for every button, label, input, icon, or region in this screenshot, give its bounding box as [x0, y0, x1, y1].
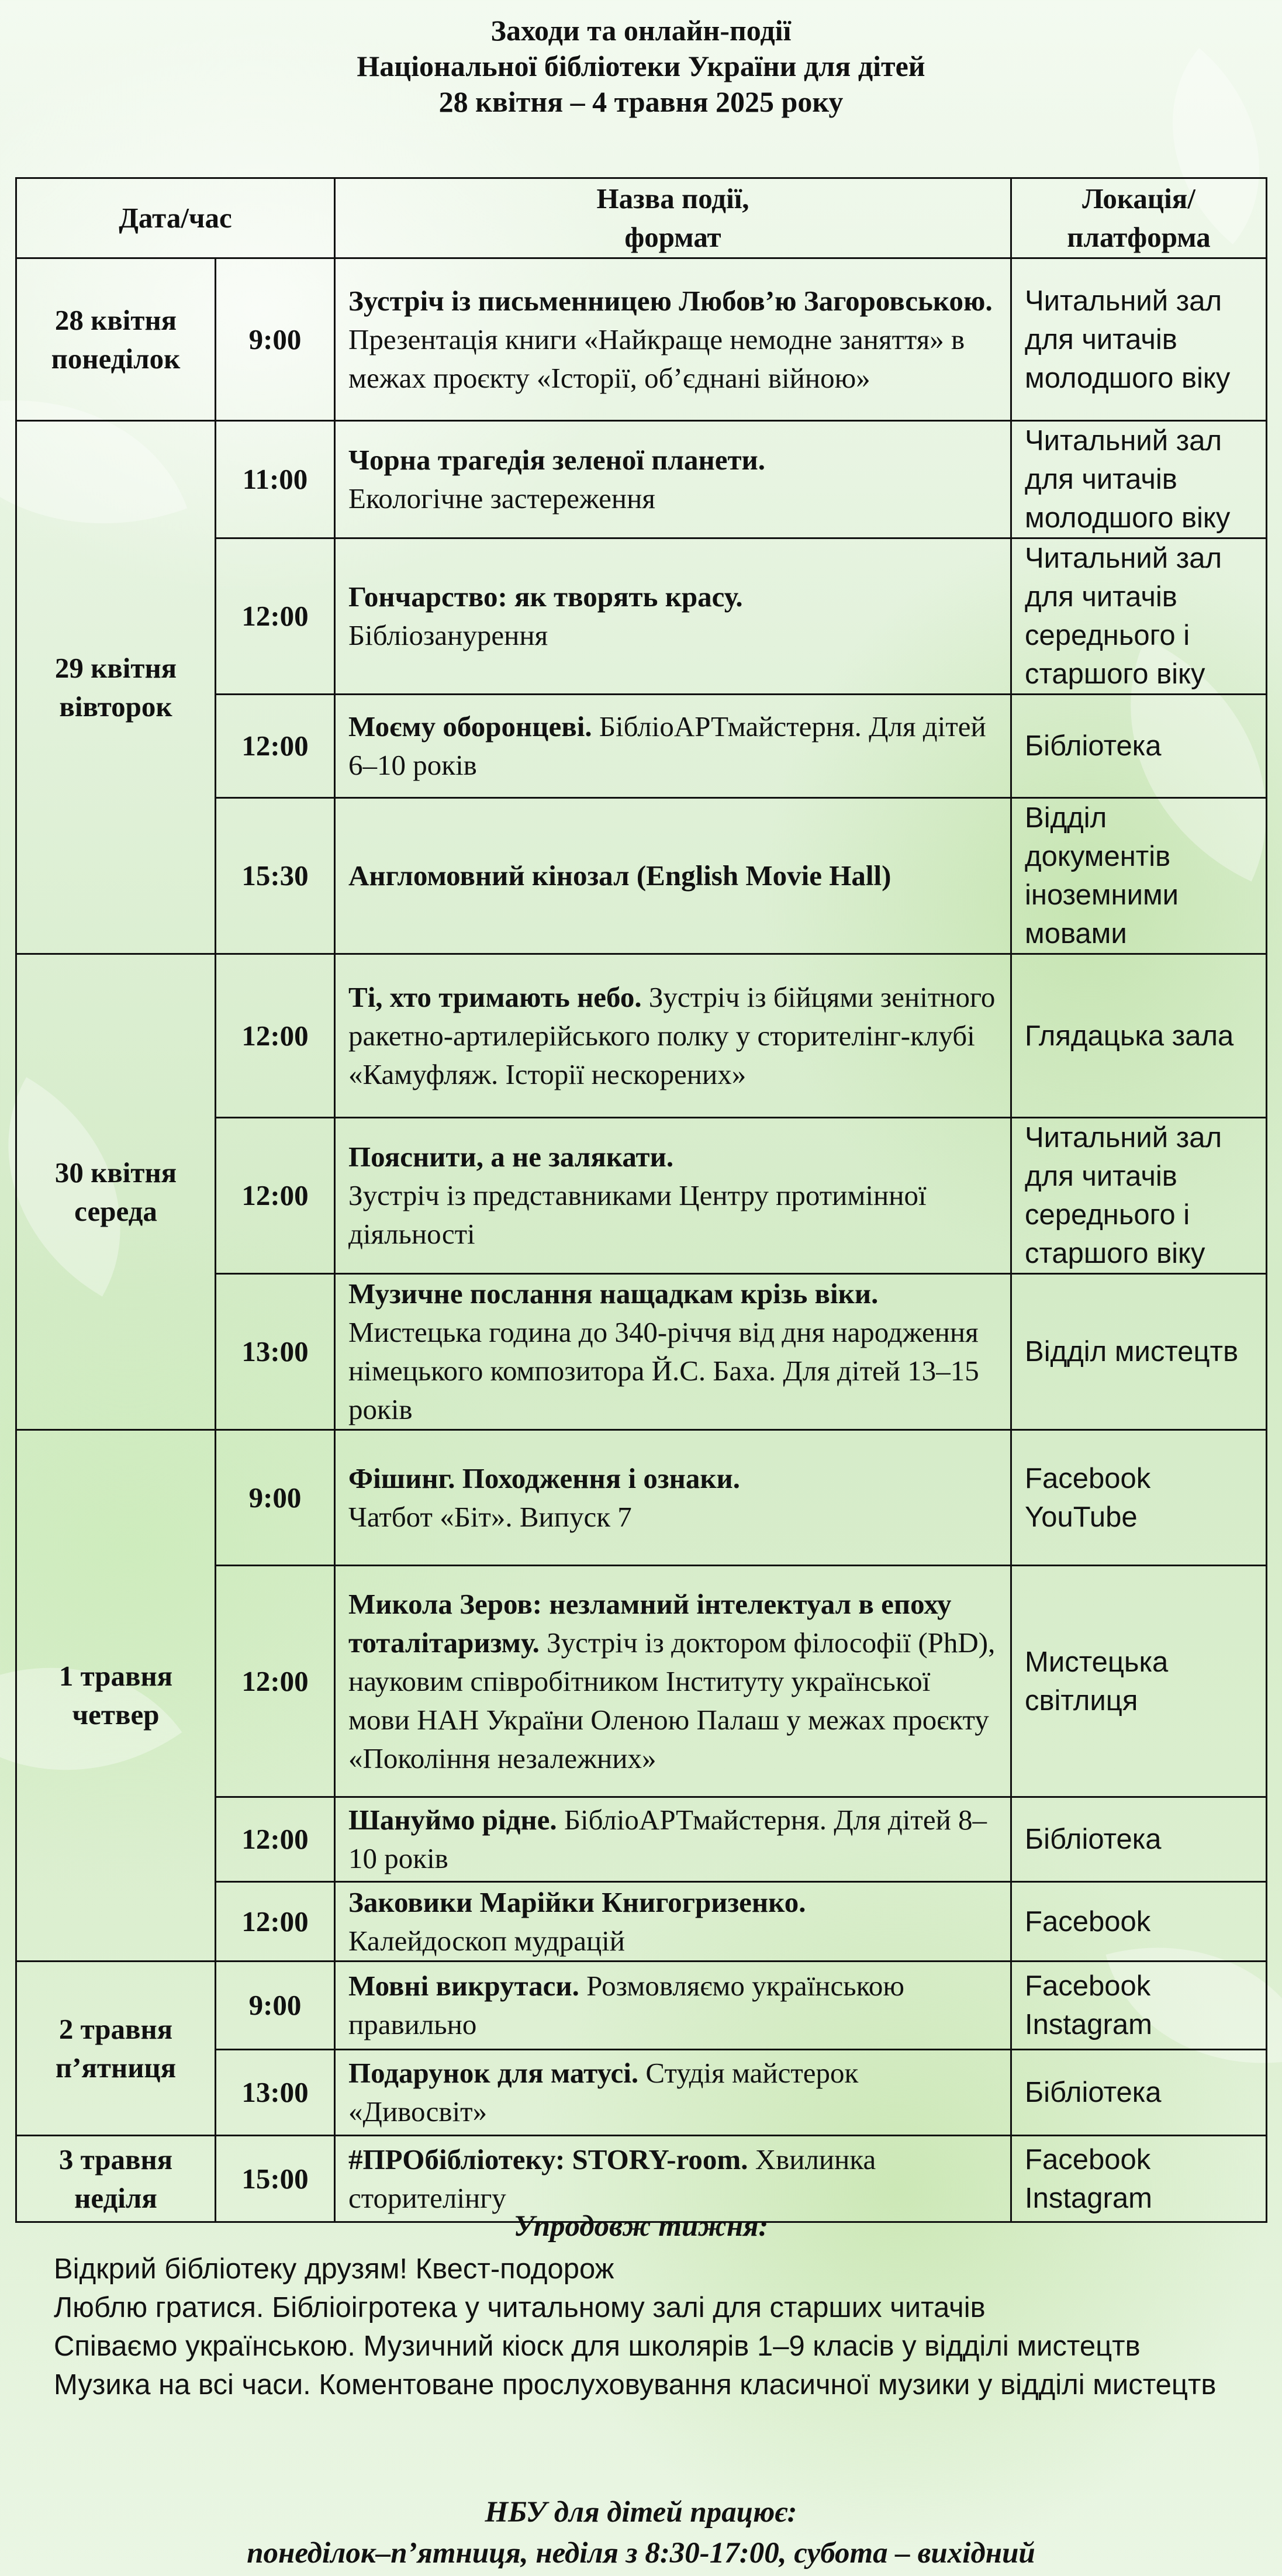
event-time: 12:00 — [216, 1118, 335, 1274]
event-desc: Зустріч із доктором філософії (PhD), науковим співробітником Інституту української мови НАН України Оленою Палаш у межах проєкту «Покоління незалежних» — [348, 1626, 996, 1774]
day-cell: 29 квітня вівторок — [16, 421, 216, 954]
event-title: Зустріч із письменницею Любов’ю Загоровською. — [348, 284, 993, 317]
event-time: 12:00 — [216, 695, 335, 798]
day-cell: 1 травня четвер — [16, 1430, 216, 1962]
day-cell: 28 квітня понеділок — [16, 258, 216, 421]
table-row — [16, 1962, 1267, 2050]
event-time: 9:00 — [216, 1962, 335, 2050]
event-desc: Екологічне застереження — [348, 482, 655, 514]
event-title: Чорна трагедія зеленої планети. — [348, 444, 766, 476]
event-location: Мистецька світлиця — [1011, 1566, 1267, 1797]
event-title: Шануймо рідне. — [348, 1804, 557, 1836]
event-cell — [335, 421, 1011, 538]
title-line-2: Національної бібліотеки України для дітей — [357, 50, 925, 82]
event-location: Читальний зал для читачів молодшого віку — [1011, 258, 1267, 421]
event-time: 11:00 — [216, 421, 335, 538]
event-cell — [335, 1118, 1011, 1274]
event-title: Моєму оборонцеві. — [348, 710, 592, 743]
event-title: Ті, хто тримають небо. — [348, 980, 642, 1013]
table-row — [16, 1430, 1267, 1566]
event-title: Фішинг. Походження і ознаки. — [348, 1462, 741, 1494]
event-title: Музичне послання нащадкам крізь віки. — [348, 1277, 879, 1310]
schedule-table — [15, 177, 1267, 2223]
event-desc: Хвилинка сторителінгу — [348, 2143, 876, 2214]
event-location: Відділ документів іноземними мовами — [1011, 798, 1267, 954]
event-cell — [335, 258, 1011, 421]
event-location: Facebook Instagram — [1011, 2136, 1267, 2222]
event-cell — [335, 1566, 1011, 1797]
day-cell: 2 травня п’ятниця — [16, 1962, 216, 2136]
event-time: 12:00 — [216, 1797, 335, 1882]
day-cell: 30 квітня середа — [16, 954, 216, 1430]
event-title: Пояснити, а не залякати. — [348, 1141, 674, 1173]
header-location: Локація/ платформа — [1011, 178, 1267, 258]
event-location: Відділ мистецтв — [1011, 1274, 1267, 1430]
week-title: Упродовж тижня: — [513, 2210, 769, 2243]
event-cell — [335, 1274, 1011, 1430]
event-desc: Мистецька година до 340-річчя від дня народження німецького композитора Й.С. Баха. Для дітей 13–15 років — [348, 1316, 979, 1425]
event-time: 13:00 — [216, 1274, 335, 1430]
event-time: 12:00 — [216, 538, 335, 695]
event-location: Бібліотека — [1011, 695, 1267, 798]
event-location: Читальний зал для читачів молодшого віку — [1011, 421, 1267, 538]
working-hours — [0, 2492, 1282, 2574]
event-cell — [335, 538, 1011, 695]
event-desc: БібліоАРТмайстерня. Для дітей 6–10 років — [348, 710, 986, 781]
event-location: Бібліотека — [1011, 2050, 1267, 2136]
table-row — [16, 421, 1267, 538]
event-location: Facebook YouTube — [1011, 1430, 1267, 1566]
title-line-3: 28 квітня – 4 травня 2025 року — [438, 85, 844, 118]
event-cell — [335, 1882, 1011, 1962]
event-desc: Зустріч із представниками Центру протимінної діяльності — [348, 1179, 927, 1250]
header-date-time: Дата/час — [16, 178, 335, 258]
title-line-1: Заходи та онлайн-події — [490, 14, 792, 47]
event-time: 9:00 — [216, 258, 335, 421]
event-time: 15:00 — [216, 2136, 335, 2222]
event-location: Читальний зал для читачів середнього і старшого віку — [1011, 1118, 1267, 1274]
event-desc: Калейдоскоп мудрацій — [348, 1924, 626, 1957]
table-header-row — [16, 178, 1267, 258]
event-time: 15:30 — [216, 798, 335, 954]
day-cell: 3 травня неділя — [16, 2136, 216, 2222]
event-desc: Презентація книги «Найкраще немодне заняття» в межах проєкту «Історії, об’єднані війною» — [348, 323, 965, 394]
event-title: Заковики Марійки Книгогризенко. — [348, 1886, 806, 1918]
event-desc: Розмовляємо українською правильно — [348, 1970, 905, 2040]
hours-text: понеділок–п’ятниця, неділя з 8:30-17:00, субота – вихідний — [247, 2537, 1035, 2570]
event-title: Англомовний кінозал (English Movie Hall) — [348, 859, 891, 892]
list-item: Відкрий бібліотеку друзям! Квест-подорож — [54, 2253, 614, 2285]
list-item: Музика на всі часи. Коментоване прослуховування класичної музики у відділі мистецтв — [54, 2369, 1217, 2401]
event-title: Гончарство: як творять красу. — [348, 581, 743, 613]
table-row — [16, 954, 1267, 1118]
event-time: 9:00 — [216, 1430, 335, 1566]
event-title: #ПРОбібліотеку: STORY-room. — [348, 2143, 748, 2176]
hours-title: НБУ для дітей працює: — [485, 2496, 797, 2529]
event-desc: Студія майстерок «Дивосвіт» — [348, 2057, 859, 2128]
event-location: Глядацька зала — [1011, 954, 1267, 1118]
event-cell — [335, 2050, 1011, 2136]
event-time: 12:00 — [216, 1882, 335, 1962]
event-title: Подарунок для матусі. — [348, 2057, 639, 2089]
list-item: Співаємо українською. Музичний кіоск для школярів 1–9 класів у відділі мистецтв — [54, 2330, 1141, 2362]
header-event: Назва події, формат — [335, 178, 1011, 258]
event-cell — [335, 798, 1011, 954]
table-row — [16, 258, 1267, 421]
event-desc: Чатбот «Біт». Випуск 7 — [348, 1500, 632, 1533]
event-title: Микола Зеров: незламний інтелектуал в епоху тоталітаризму. — [348, 1587, 952, 1659]
page-title — [0, 13, 1282, 120]
event-cell — [335, 1962, 1011, 2050]
event-desc: Бібліозанурення — [348, 619, 548, 651]
event-cell — [335, 695, 1011, 798]
week-list — [54, 2250, 1229, 2404]
list-item: Люблю гратися. Бібліоігротека у читальному залі для старших читачів — [54, 2292, 986, 2323]
event-desc: Зустріч із бійцями зенітного ракетно-артилерійського полку у сторителінг-клубі «Камуфляж. Історії нескорених» — [348, 980, 996, 1090]
event-location: Facebook Instagram — [1011, 1962, 1267, 2050]
event-cell — [335, 1797, 1011, 1882]
event-cell — [335, 1430, 1011, 1566]
event-time: 12:00 — [216, 1566, 335, 1797]
event-location: Facebook — [1011, 1882, 1267, 1962]
event-location: Читальний зал для читачів середнього і старшого віку — [1011, 538, 1267, 695]
event-title: Мовні викрутаси. — [348, 1970, 579, 2002]
event-time: 13:00 — [216, 2050, 335, 2136]
event-time: 12:00 — [216, 954, 335, 1118]
event-desc: БібліоАРТмайстерня. Для дітей 8–10 років — [348, 1804, 987, 1874]
event-cell — [335, 954, 1011, 1118]
event-location: Бібліотека — [1011, 1797, 1267, 1882]
